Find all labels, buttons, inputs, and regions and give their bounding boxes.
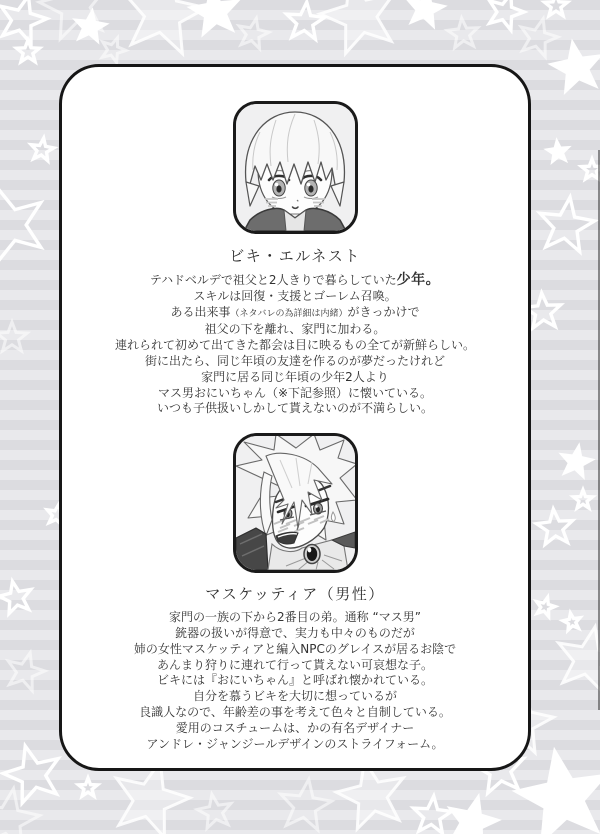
star-icon bbox=[515, 14, 561, 59]
profile-line: 街に出たら、同じ年頃の友達を作るのが夢だったけれど bbox=[144, 353, 445, 368]
star-icon bbox=[562, 612, 582, 631]
profile-line: 自分を慕うビキを大切に想っているが bbox=[192, 689, 397, 704]
profile-line: 銃器の扱いが得意で、実力も中々のものだが bbox=[175, 625, 415, 640]
character-profile-musketeer bbox=[134, 610, 456, 752]
character-profile-biki bbox=[115, 273, 475, 417]
profile-line: 愛用のコスチュームは、かの有名デザイナー bbox=[175, 720, 415, 735]
star-icon bbox=[574, 490, 593, 508]
profile-line: あんまり狩りに連れて行って貰えない可哀想な子。 bbox=[156, 657, 433, 672]
star-icon bbox=[235, 15, 271, 50]
profile-line: テハドベルデで祖父と2人きりで暮らしていた少年。 bbox=[149, 272, 441, 288]
profile-line: マス男おにいちゃん（※下記参照）に懐いている。 bbox=[157, 385, 433, 400]
profile-line: ある出来事（ネタバレの為詳細は内緒）がきっかけで bbox=[170, 304, 420, 319]
character-name-musketeer: マスケッティア（男性） bbox=[205, 585, 385, 604]
star-icon bbox=[285, 0, 326, 39]
profile-line: 家門の一族の下から2番目の弟。通称 “マス男” bbox=[169, 610, 421, 625]
star-icon bbox=[29, 137, 55, 162]
star-icon bbox=[184, 0, 246, 39]
musketeer-portrait-illustration bbox=[236, 436, 355, 570]
profile-line: 連れられて初めて出てきた都会は目に映るもの全てが新鮮らしい。 bbox=[114, 338, 475, 353]
profile-line: スキルは回復・支援とゴーレム召喚。 bbox=[193, 288, 397, 303]
star-icon bbox=[17, 40, 40, 62]
star-icon bbox=[0, 322, 27, 351]
star-icon bbox=[0, 578, 35, 615]
star-icon bbox=[2, 648, 48, 693]
star-icon bbox=[79, 778, 98, 796]
profile-card bbox=[59, 64, 531, 771]
star-icon bbox=[0, 178, 54, 266]
star-icon bbox=[535, 193, 597, 253]
star-icon bbox=[545, 0, 568, 16]
star-icon bbox=[544, 34, 600, 97]
profile-line: ビキには『おにいちゃん』と呼ばれ懐かれている。 bbox=[156, 673, 433, 688]
star-icon bbox=[313, 0, 405, 57]
profile-line: いつも子供扱いしかして貰えないのが不満らしい。 bbox=[156, 401, 433, 416]
star-icon bbox=[400, 0, 450, 31]
star-icon bbox=[195, 791, 234, 829]
star-icon bbox=[551, 620, 600, 694]
star-icon bbox=[554, 439, 598, 481]
star-icon bbox=[542, 136, 573, 166]
biki-portrait-illustration bbox=[236, 104, 355, 231]
profile-line: 祖父の下を離れ、家門に加わる。 bbox=[204, 322, 386, 337]
profile-line: 姉の女性マスケッティアと編入NPCのグレイスが居るお陰で bbox=[133, 641, 457, 656]
profile-line: 良識人なので、年齢差の事を考えて色々と自制している。 bbox=[139, 704, 451, 719]
profile-line: アンドレ・ジャンジールデザインのストライフォーム。 bbox=[146, 736, 444, 751]
star-icon bbox=[446, 17, 479, 48]
star-icon bbox=[277, 776, 335, 832]
portrait-frame-musketeer bbox=[233, 433, 358, 573]
star-icon bbox=[0, 0, 51, 46]
character-name-biki: ビキ・エルネスト bbox=[229, 247, 361, 265]
star-icon bbox=[98, 34, 129, 65]
profile-line: 家門に居る同じ年頃の少年2人より bbox=[201, 369, 389, 384]
portrait-frame-biki bbox=[233, 101, 358, 234]
star-icon bbox=[535, 507, 574, 544]
star-icon bbox=[412, 794, 453, 833]
star-icon bbox=[534, 595, 557, 617]
